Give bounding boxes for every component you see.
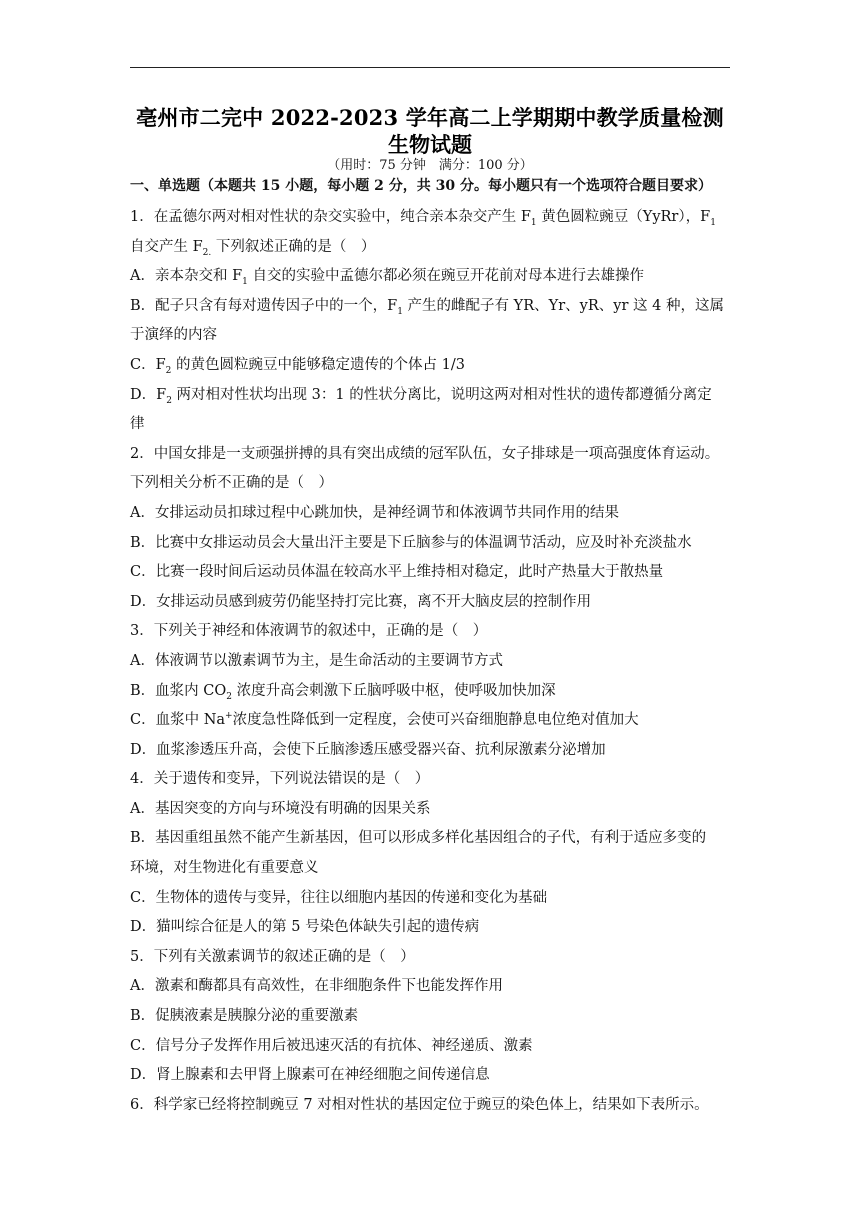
line-text: 两对相对性状均出现 3：1 的性状分离比，说明这两对相对性状的遗传都遵循分离定 [171, 386, 712, 403]
text-line [130, 884, 735, 914]
header-rule [130, 67, 730, 68]
text-line [130, 558, 735, 588]
line-text: 1．在孟德尔两对相对性状的杂交实验中，纯合亲本杂交产生 F [130, 209, 531, 225]
line-text: C．F [130, 356, 166, 373]
line-text: 浓度升高会刺激下丘脑呼吸中枢，使呼吸加快加深 [231, 682, 556, 699]
text-line [130, 736, 735, 766]
text-line [130, 854, 735, 884]
line-text: 自交的实验中孟德尔都必须在豌豆开花前对母本进行去雄操作 [247, 268, 644, 285]
subscript: 1 [530, 217, 537, 228]
text-line [130, 321, 735, 351]
line-text: 自交产生 F [130, 238, 203, 255]
text-line [130, 529, 735, 559]
superscript: + [225, 711, 233, 722]
line-text: B．基因重组虽然不能产生新基因，但可以形成多样化基因组合的子代，有利于适应多变的 [130, 830, 707, 847]
line-text: A．亲本杂交和 F [130, 268, 243, 285]
text-line [130, 972, 735, 1002]
line-text: A．体液调节以激素调节为主，是生命活动的主要调节方式 [130, 652, 503, 669]
line-text: 产生的雌配子有 YR、Yr、yR、yr 这 4 种，这属 [402, 297, 724, 314]
line-text: A．激素和酶都具有高效性，在非细胞条件下也能发挥作用 [130, 978, 503, 995]
line-text: 于演绎的内容 [130, 327, 217, 344]
text-line [130, 1091, 735, 1121]
text-line [130, 499, 735, 529]
line-text: 2．中国女排是一支顽强拼搏的具有突出成绩的冠军队伍，女子排球是一项高强度体育运动。 [130, 445, 720, 462]
text-line [130, 410, 735, 440]
text-line [130, 617, 735, 647]
text-line [130, 1061, 735, 1091]
text-line [130, 795, 735, 825]
line-text: 5．下列有关激素调节的叙述正确的是（ ） [130, 948, 415, 965]
text-line [130, 588, 735, 618]
text-line [130, 647, 735, 677]
line-text: D．F [130, 386, 167, 403]
text-line [130, 469, 735, 499]
line-text: D．血浆渗透压升高，会使下丘脑渗透压感受器兴奋、抗利尿激素分泌增加 [130, 741, 606, 758]
subscript: 2 [165, 365, 172, 376]
text-line [130, 677, 735, 707]
subscript: 2 [226, 691, 232, 702]
text-line [130, 233, 735, 263]
text-line [130, 765, 735, 795]
line-text: A．基因突变的方向与环境没有明确的因果关系 [130, 800, 431, 817]
subscript: 1 [710, 217, 716, 228]
line-text: B．配子只含有每对遗传因子中的一个，F [130, 297, 398, 314]
text-line [130, 203, 735, 233]
line-text: 6．科学家已经将控制豌豆 7 对相对性状的基因定位于豌豆的染色体上，结果如下表所示。 [130, 1096, 709, 1113]
exam-time-score: （用时：75 分钟 满分：100 分） [327, 158, 533, 173]
line-text: C．比赛一段时间后运动员体温在较高水平上维持相对稳定，此时产热量大于散热量 [130, 564, 664, 581]
text-line [130, 351, 735, 381]
text-line [130, 943, 735, 973]
line-text: 下列叙述正确的是（ ） [211, 238, 376, 255]
text-line [130, 381, 735, 411]
text-line [130, 292, 735, 322]
text-line [130, 913, 735, 943]
line-text: D．猫叫综合征是人的第 5 号染色体缺失引起的遗传病 [130, 919, 480, 936]
text-line [130, 1002, 735, 1032]
subscript: 1 [242, 277, 248, 288]
line-text: B．促胰液素是胰腺分泌的重要激素 [130, 1008, 359, 1025]
line-text: C．生物体的遗传与变异，往往以细胞内基因的传递和变化为基础 [130, 889, 548, 906]
section-heading: 一、单选题（本题共 15 小题，每小题 2 分，共 30 分。每小题只有一个选项符合题目要求） [130, 178, 712, 194]
line-text: 下列相关分析不正确的是（ ） [130, 475, 333, 492]
text-line [130, 440, 735, 470]
subscript: 1 [397, 306, 403, 317]
line-text: C．信号分子发挥作用后被迅速灭活的有抗体、神经递质、激素 [130, 1037, 533, 1054]
line-text: 黄色圆粒豌豆（YyRr），F [536, 209, 711, 225]
line-text: C．血浆中 Na [130, 712, 226, 729]
question-body [130, 203, 735, 1120]
exam-title: 亳州市二完中 2022-2023 学年高二上学期期中教学质量检测 [136, 105, 724, 130]
text-line [130, 262, 735, 292]
line-text: B．血浆内 CO [130, 682, 227, 699]
subscript: 2. [202, 247, 212, 258]
line-text: B．比赛中女排运动员会大量出汗主要是下丘脑参与的体温调节活动，应及时补充淡盐水 [130, 534, 692, 551]
line-text: 律 [130, 416, 145, 433]
subscript: 2 [166, 395, 172, 406]
text-line [130, 706, 735, 736]
line-text: 环境，对生物进化有重要意义 [130, 860, 319, 877]
line-text: 浓度急性降低到一定程度，会使可兴奋细胞静息电位绝对值加大 [232, 712, 639, 729]
text-line [130, 824, 735, 854]
line-text: A．女排运动员扣球过程中心跳加快，是神经调节和体液调节共同作用的结果 [130, 504, 619, 521]
line-text: D．女排运动员感到疲劳仍能坚持打完比赛，离不开大脑皮层的控制作用 [130, 593, 592, 610]
line-text: 的黄色圆粒豌豆中能够稳定遗传的个体占 1/3 [171, 356, 465, 373]
line-text: D．肾上腺素和去甲肾上腺素可在神经细胞之间传递信息 [130, 1067, 490, 1084]
text-line [130, 1032, 735, 1062]
line-text: 3．下列关于神经和体液调节的叙述中，正确的是（ ） [130, 623, 488, 640]
exam-subject-title: 生物试题 [388, 132, 472, 157]
line-text: 4．关于遗传和变异，下列说法错误的是（ ） [130, 771, 430, 788]
